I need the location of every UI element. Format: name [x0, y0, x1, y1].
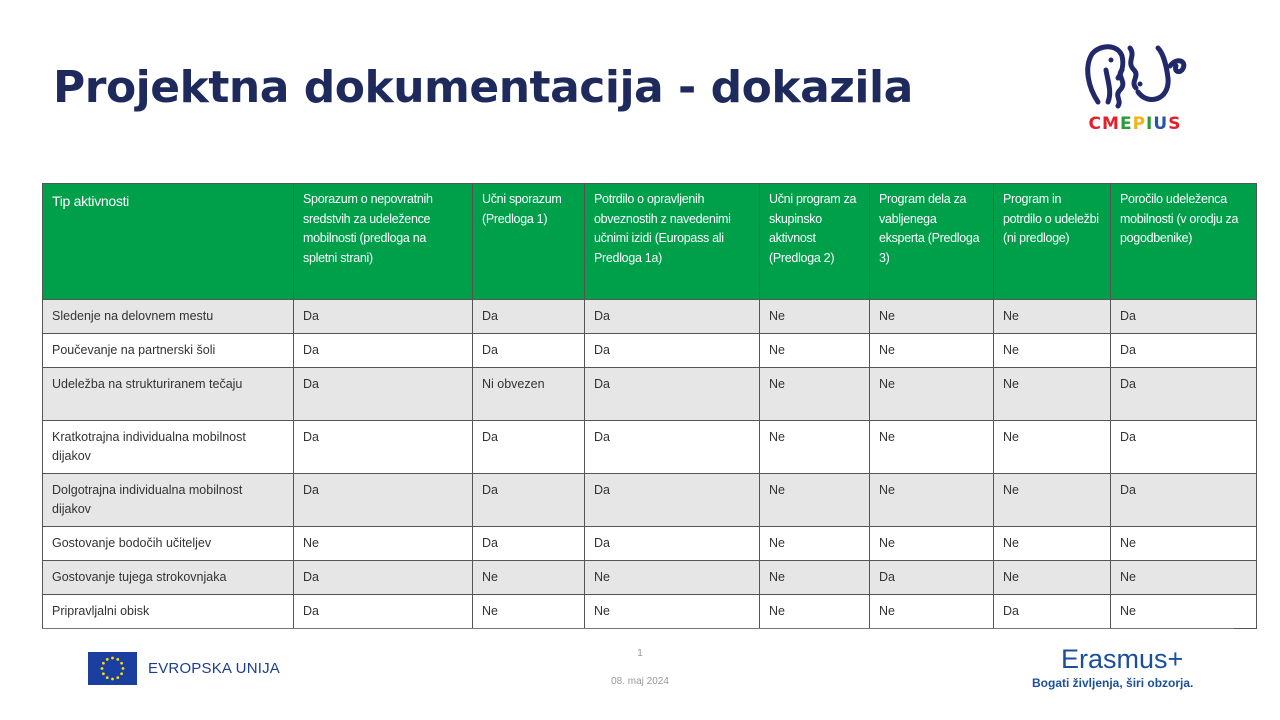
value-cell: Da — [294, 474, 473, 527]
value-cell: Ne — [760, 561, 870, 595]
activity-cell: Udeležba na strukturiranem tečaju — [43, 368, 294, 421]
table-row — [43, 527, 1257, 561]
value-cell: Ne — [870, 300, 994, 334]
value-cell: Ne — [760, 368, 870, 421]
cmepius-wordmark: CMEPIUS — [1088, 114, 1182, 134]
value-cell: Da — [294, 561, 473, 595]
value-cell: Da — [473, 474, 585, 527]
table-row — [43, 561, 1257, 595]
table-row — [43, 421, 1257, 474]
value-cell: Da — [473, 334, 585, 368]
activity-cell: Kratkotrajna individualna mobilnost dijakov — [43, 421, 294, 474]
activity-cell: Sledenje na delovnem mestu — [43, 300, 294, 334]
value-cell: Ne — [870, 421, 994, 474]
header-cell: Tip aktivnosti — [43, 184, 294, 300]
value-cell: Da — [473, 421, 585, 474]
value-cell: Ne — [760, 334, 870, 368]
value-cell: Ne — [994, 561, 1111, 595]
value-cell: Ne — [870, 474, 994, 527]
value-cell: Ne — [994, 527, 1111, 561]
value-cell: Ne — [994, 334, 1111, 368]
header-cell: Program dela za vabljenega eksperta (Predloga 3) — [870, 184, 994, 300]
value-cell: Ne — [994, 421, 1111, 474]
value-cell: Da — [1111, 334, 1257, 368]
value-cell: Ne — [994, 474, 1111, 527]
value-cell: Da — [294, 300, 473, 334]
value-cell: Ne — [760, 527, 870, 561]
value-cell: Ne — [760, 474, 870, 527]
eu-label: EVROPSKA UNIJA — [148, 660, 281, 677]
value-cell: Da — [294, 334, 473, 368]
erasmus-logo: Erasmus+ — [1061, 644, 1184, 674]
header-cell: Program in potrdilo o udeležbi (ni predloge) — [994, 184, 1111, 300]
value-cell: Ne — [1111, 595, 1257, 629]
value-cell: Da — [294, 368, 473, 421]
value-cell: Ne — [1111, 527, 1257, 561]
value-cell: Ne — [870, 595, 994, 629]
table-bottom-rule — [42, 628, 1234, 629]
erasmus-tagline: Bogati življenja, širi obzorja. — [1032, 676, 1194, 690]
value-cell: Da — [585, 421, 760, 474]
table-row — [43, 474, 1257, 527]
cmepius-figures-icon — [1078, 42, 1192, 114]
activity-cell: Gostovanje tujega strokovnjaka — [43, 561, 294, 595]
header-cell: Sporazum o nepovratnih sredstvih za udeležence mobilnosti (predloga na spletni strani) — [294, 184, 473, 300]
value-cell: Ni obvezen — [473, 368, 585, 421]
value-cell: Da — [1111, 421, 1257, 474]
value-cell: Ne — [870, 334, 994, 368]
cmepius-logo — [1078, 42, 1192, 138]
value-cell: Da — [585, 368, 760, 421]
value-cell: Da — [294, 595, 473, 629]
value-cell: Ne — [994, 300, 1111, 334]
value-cell: Da — [870, 561, 994, 595]
value-cell: Da — [473, 527, 585, 561]
value-cell: Da — [294, 421, 473, 474]
value-cell: Da — [585, 334, 760, 368]
value-cell: Ne — [760, 300, 870, 334]
value-cell: Da — [585, 300, 760, 334]
value-cell: Ne — [870, 527, 994, 561]
value-cell: Ne — [1111, 561, 1257, 595]
value-cell: Da — [473, 300, 585, 334]
value-cell: Ne — [585, 561, 760, 595]
value-cell: Ne — [994, 368, 1111, 421]
value-cell: Da — [1111, 300, 1257, 334]
value-cell: Ne — [585, 595, 760, 629]
header-cell: Učni sporazum (Predloga 1) — [473, 184, 585, 300]
page-number: 1 — [637, 648, 643, 659]
value-cell: Da — [994, 595, 1111, 629]
table-header-row — [43, 184, 1257, 300]
value-cell: Da — [585, 474, 760, 527]
eu-flag-icon — [88, 652, 137, 685]
value-cell: Da — [585, 527, 760, 561]
table-row — [43, 368, 1257, 421]
value-cell: Ne — [473, 561, 585, 595]
value-cell: Da — [1111, 368, 1257, 421]
value-cell: Da — [1111, 474, 1257, 527]
slide-date: 08. maj 2024 — [611, 676, 669, 687]
header-cell: Učni program za skupinsko aktivnost (Predloga 2) — [760, 184, 870, 300]
activity-cell: Poučevanje na partnerski šoli — [43, 334, 294, 368]
documentation-table — [42, 183, 1257, 629]
value-cell: Ne — [473, 595, 585, 629]
value-cell: Ne — [760, 595, 870, 629]
table-row — [43, 595, 1257, 629]
activity-cell: Pripravljalni obisk — [43, 595, 294, 629]
table-row — [43, 334, 1257, 368]
value-cell: Ne — [870, 368, 994, 421]
value-cell: Ne — [760, 421, 870, 474]
slide-title: Projektna dokumentacija - dokazila — [53, 62, 913, 113]
table-row — [43, 300, 1257, 334]
header-cell: Potrdilo o opravljenih obveznostih z navedenimi učnimi izidi (Europass ali Predloga 1a) — [585, 184, 760, 300]
activity-cell: Gostovanje bodočih učiteljev — [43, 527, 294, 561]
activity-cell: Dolgotrajna individualna mobilnost dijakov — [43, 474, 294, 527]
value-cell: Ne — [294, 527, 473, 561]
header-cell: Poročilo udeleženca mobilnosti (v orodju za pogodbenike) — [1111, 184, 1257, 300]
